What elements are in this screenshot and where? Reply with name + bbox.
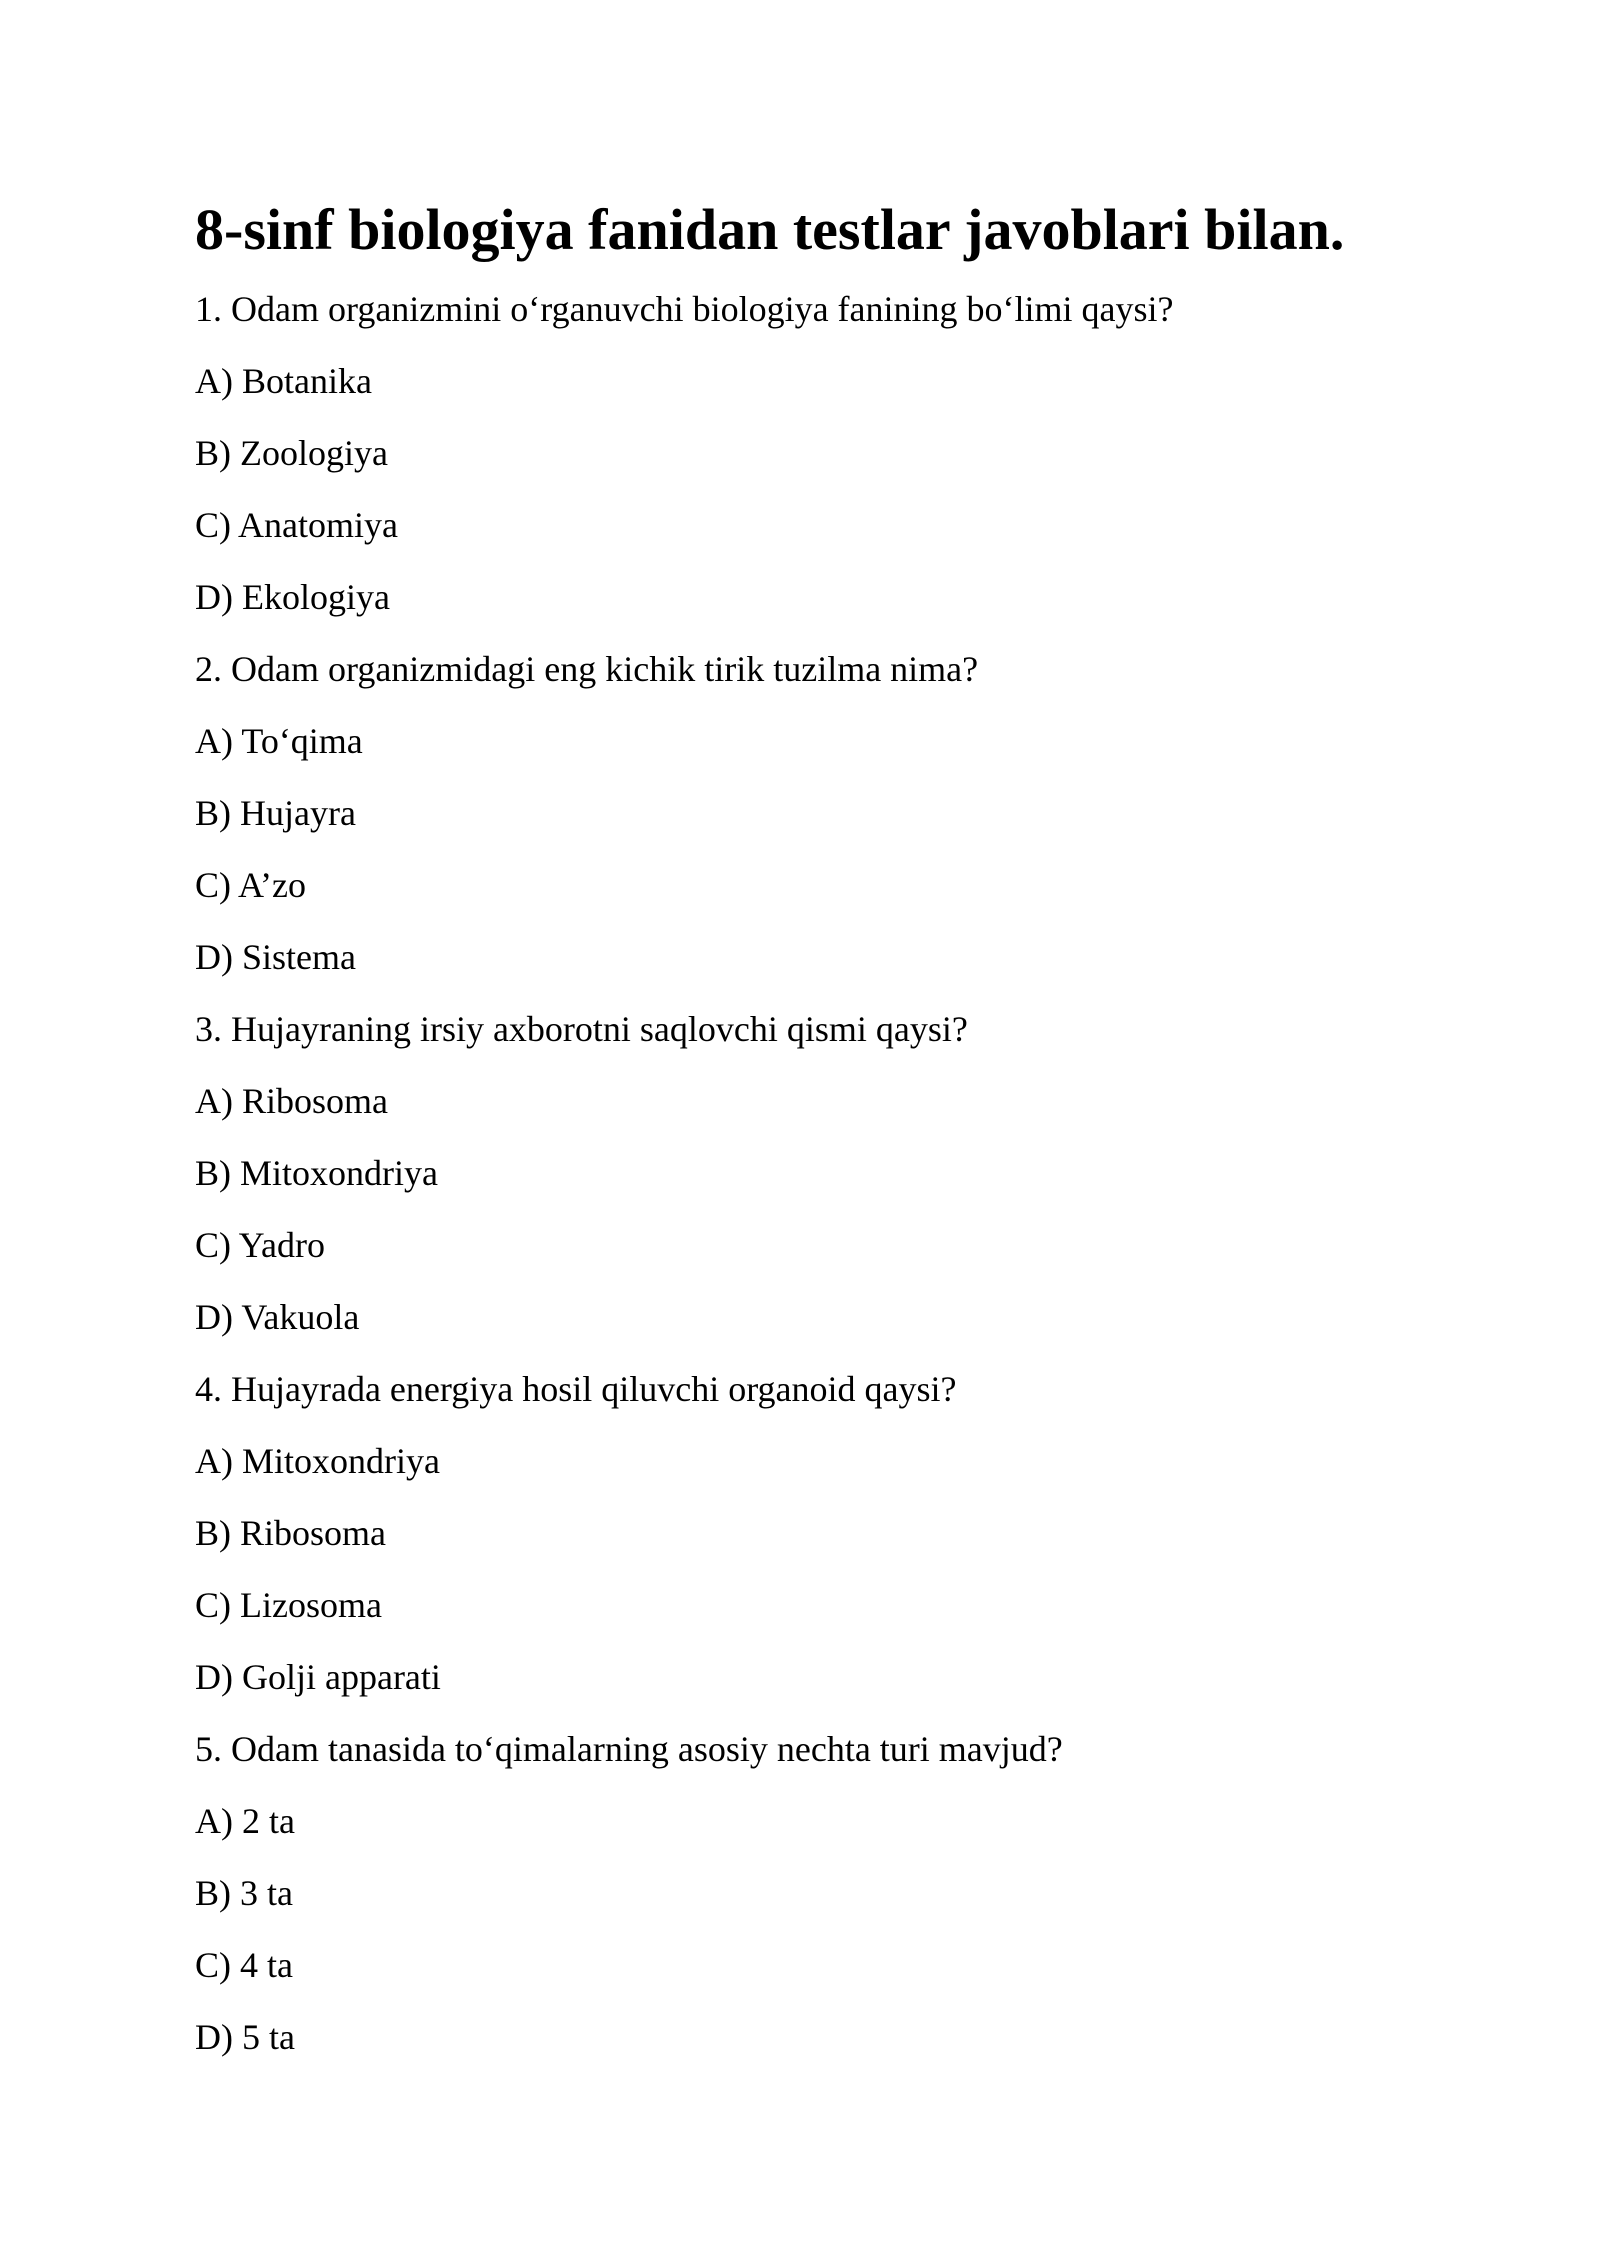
answer-option: B) Ribosoma [195,1513,387,1553]
answer-option: D) Vakuola [195,1297,360,1337]
answer-option: A) 2 ta [195,1801,295,1841]
answer-option: B) 3 ta [195,1873,293,1913]
answer-option: A) Ribosoma [195,1081,388,1121]
answer-option: B) Hujayra [195,793,356,833]
question-text: 3. Hujayraning irsiy axborotni saqlovchi qismi qaysi? [195,1009,968,1049]
answer-option: B) Zoologiya [195,433,388,473]
answer-option: C) Anatomiya [195,505,398,545]
answer-option: C) A’zo [195,865,306,905]
answer-option: D) Ekologiya [195,577,390,617]
question-block [195,1727,1445,2087]
question-list [195,287,1445,2087]
answer-option: C) Yadro [195,1225,326,1265]
answer-option: C) 4 ta [195,1945,293,1985]
answer-option: D) Sistema [195,937,356,977]
question-text: 4. Hujayrada energiya hosil qiluvchi organoid qaysi? [195,1369,957,1409]
question-block [195,1007,1445,1367]
answer-option: B) Mitoxondriya [195,1153,438,1193]
answer-option: A) Mitoxondriya [195,1441,440,1481]
question-text: 5. Odam tanasida to‘qimalarning asosiy nechta turi mavjud? [195,1729,1063,1769]
question-block [195,287,1445,647]
answer-option: A) Botanika [195,361,372,401]
document-title: 8-sinf biologiya fanidan testlar javoblari bilan. [195,197,1345,262]
answer-option: A) To‘qima [195,721,363,761]
question-text: 1. Odam organizmini o‘rganuvchi biologiya fanining bo‘limi qaysi? [195,289,1174,329]
answer-option: D) 5 ta [195,2017,295,2057]
question-text: 2. Odam organizmidagi eng kichik tirik tuzilma nima? [195,649,979,689]
question-block [195,647,1445,1007]
answer-option: D) Golji apparati [195,1657,441,1697]
question-block [195,1367,1445,1727]
answer-option: C) Lizosoma [195,1585,382,1625]
